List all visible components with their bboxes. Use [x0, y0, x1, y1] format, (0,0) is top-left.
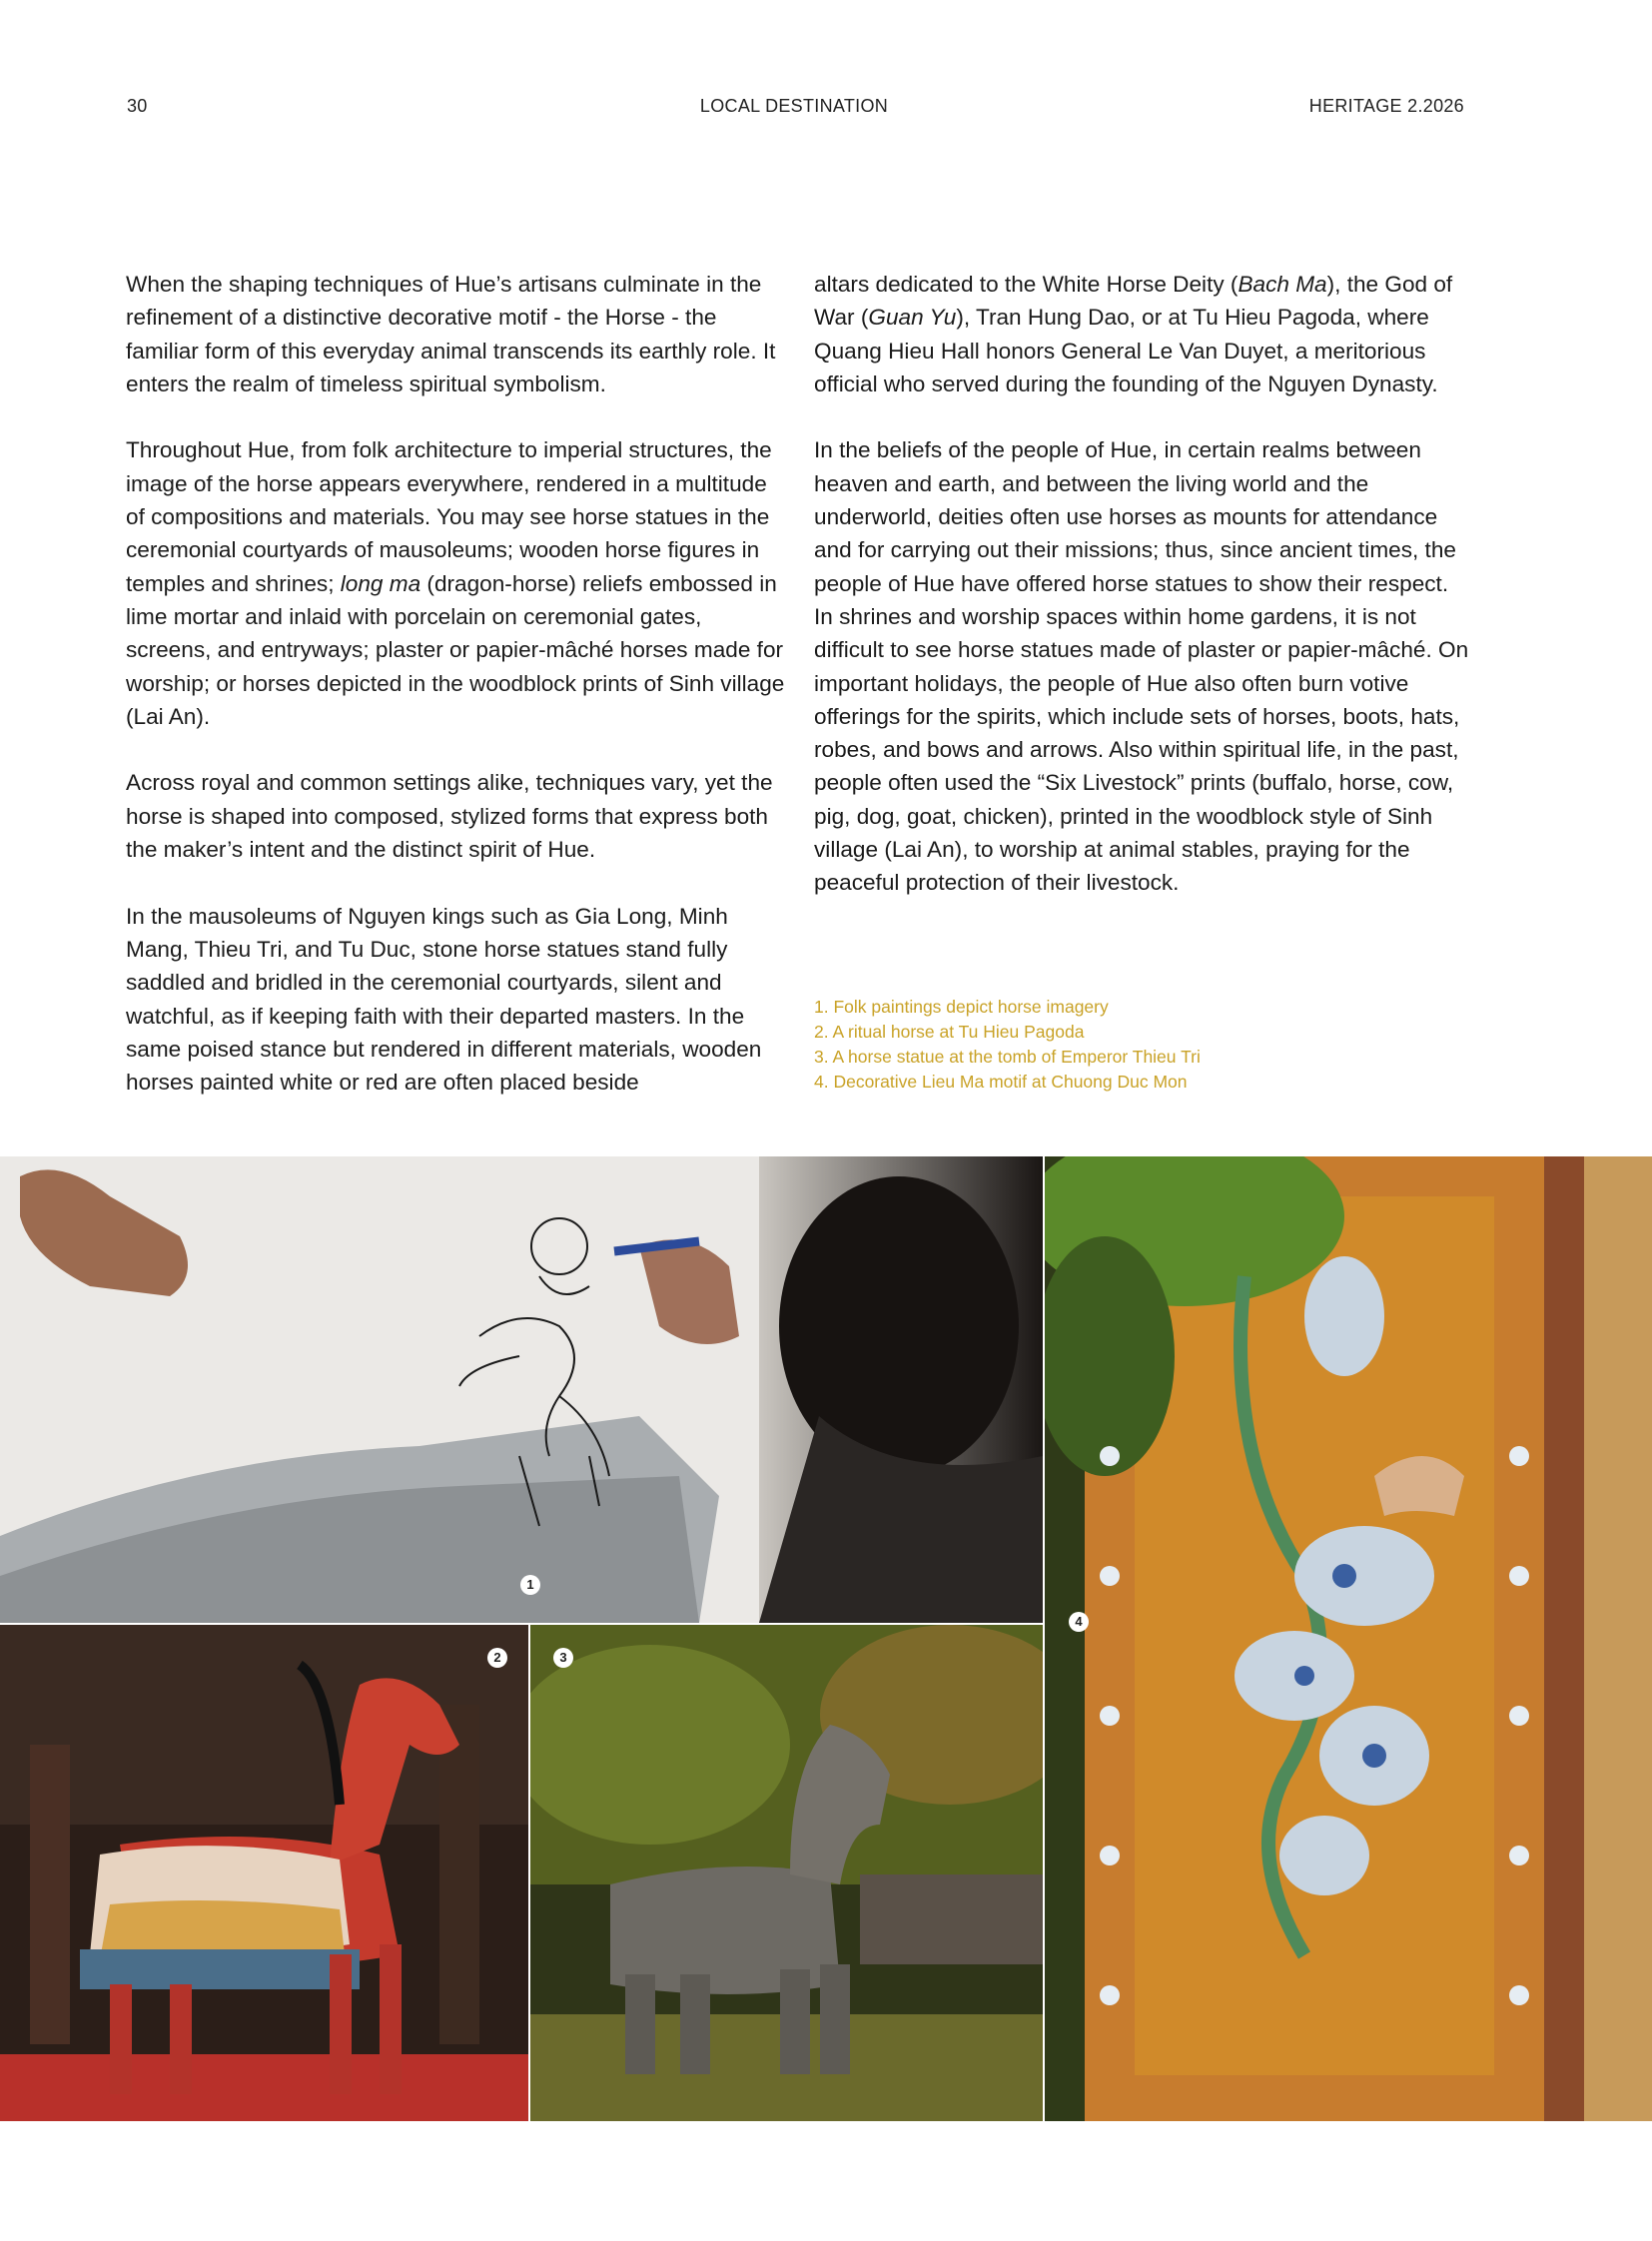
paragraph: In the beliefs of the people of Hue, in certain realms between heaven and earth, and between the living world and the underworld, deities often use horses as mounts for attendance and for carrying out their missions; thus, since ancient times, the people of Hue have offered horse statues to show their respect. In shrines and worship spaces within home gardens, it is not difficult to see horse statues made of plaster or papier-mâché. On important holidays, the people of Hue also often burn votive offerings for the spirits, which include sets of horses, boots, hats, robes, and bows and arrows. Also within spiritual life, in the past, people often used the “Six Livestock” prints (buffalo, horse, cow, pig, dog, goat, chicken), printed in the woodblock style of Sinh village (Lai An), to worship at animal stables, praying for the peaceful protection of their livestock.: [814, 437, 1469, 896]
paragraph: altars dedicated to the White Horse Deity (Bach Ma), the God of War (Guan Yu), Tran Hung Dao, or at Tu Hieu Pagoda, where Quang Hieu Hall honors General Le Van Duyet, a meritorious official who served during the founding of the Nguyen Dynasty.: [814, 272, 1453, 396]
caption: 4. Decorative Lieu Ma motif at Chuong Duc Mon: [814, 1072, 1188, 1092]
photo-number-badge: 2: [487, 1648, 507, 1668]
photo-number-badge: 1: [520, 1575, 540, 1595]
paragraph: When the shaping techniques of Hue’s artisans culminate in the refinement of a distinctive decorative motif - the Horse - the familiar form of this everyday animal transcends its earthly role. It enters the realm of timeless spiritual symbolism.: [126, 272, 776, 396]
caption: 3. A horse statue at the tomb of Emperor Thieu Tri: [814, 1047, 1201, 1067]
photo-folk-painting: [0, 1156, 1043, 1623]
paragraph: In the mausoleums of Nguyen kings such as Gia Long, Minh Mang, Thieu Tri, and Tu Duc, stone horse statues stand fully saddled and bridled in the ceremonial courtyards, silent and watchful, as if keeping faith with their departed masters. In the same poised stance but rendered in different materials, wooden horses painted white or red are often placed beside: [126, 903, 762, 1096]
article-column-left: [126, 268, 787, 1099]
caption: 1. Folk paintings depict horse imagery: [814, 997, 1109, 1017]
page-number: 30: [127, 96, 148, 116]
photo-number-badge: 4: [1069, 1612, 1089, 1632]
photo-captions: [814, 995, 1201, 1095]
paragraph: Throughout Hue, from folk architecture to imperial structures, the image of the horse appears everywhere, rendered in a multitude of compositions and materials. You may see horse statues in the ceremonial courtyards of mausoleums; wooden horse figures in temples and shrines; long ma (dragon-horse) reliefs embossed in lime mortar and inlaid with porcelain on ceremonial gates, screens, and entryways; plaster or papier-mâché horses made for worship; or horses depicted in the woodblock prints of Sinh village (Lai An).: [126, 437, 785, 729]
photo-number-badge: 3: [553, 1648, 573, 1668]
caption: 2. A ritual horse at Tu Hieu Pagoda: [814, 1022, 1085, 1042]
issue-label: HERITAGE 2.2026: [1308, 96, 1464, 116]
article-column-right: [814, 268, 1473, 900]
section-title: LOCAL DESTINATION: [699, 96, 889, 116]
photo-ritual-horse: [0, 1625, 528, 2121]
paragraph: Across royal and common settings alike, techniques vary, yet the horse is shaped into composed, stylized forms that express both the maker’s intent and the distinct spirit of Hue.: [126, 770, 773, 863]
photo-stone-horse: [530, 1625, 1043, 2121]
photo-lieu-ma-motif: [1045, 1156, 1652, 2121]
